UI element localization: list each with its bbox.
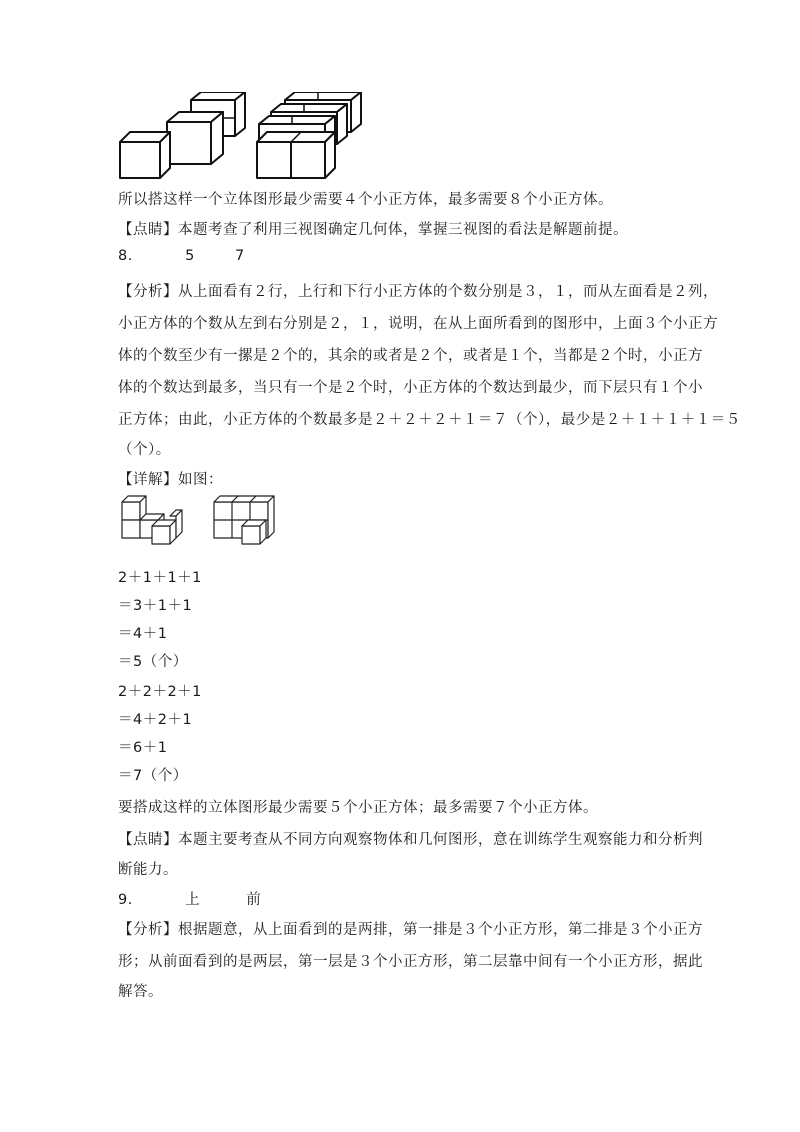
q8-analysis-line: 正方体；由此，小正方体的个数最多是２＋２＋２＋１＝７（个），最少是２＋１＋１＋１＝５ [118, 412, 741, 428]
cube-group-min [122, 496, 182, 544]
q8-analysis-line: （个）。 [118, 442, 171, 458]
q8-calc-line: ＝6＋1 [118, 740, 168, 756]
q9-analysis-line: 形；从前面看到的是两层，第一层是３个小正方形，第二层靠中间有一个小正方形，据此 [118, 954, 703, 970]
q8-calc-line: ＝7（个） [118, 768, 188, 784]
q9-number: 9. [118, 892, 133, 908]
cube-group-max [214, 496, 274, 544]
q8-calc-line: ＝4＋1 [118, 626, 168, 642]
cube-figure-detail [118, 492, 288, 548]
q9-answer-2: 前 [246, 892, 262, 908]
cube-figure-min-max [115, 92, 365, 182]
q8-comment-line: 【点睛】本题主要考查从不同方向观察物体和几何图形，意在训练学生观察能力和分析判 [118, 832, 703, 848]
q8-header [118, 248, 245, 264]
q8-answer-1: 5 [185, 248, 195, 264]
q8-analysis-line: 体的个数至少有一摞是２个的，其余的或者是２个，或者是１个，当都是２个时，小正方 [118, 348, 703, 364]
q8-calc-line: ＝3＋1＋1 [118, 598, 193, 614]
q8-answer-2: 7 [235, 248, 245, 264]
q8-calc-line: 2＋1＋1＋1 [118, 570, 202, 586]
q8-analysis-line: 【分析】从上面看有２行，上行和下行小正方体的个数分别是３，１，而从左面看是２列， [118, 284, 718, 300]
q9-analysis-line: 解答。 [118, 984, 163, 1000]
q8-calc-line: ＝5（个） [118, 654, 188, 670]
cube-arrangement-max [257, 92, 361, 178]
q9-header [118, 888, 261, 909]
q8-analysis-line: 体的个数达到最多，当只有一个是２个时，小正方体的个数达到最少，而下层只有１个小 [118, 380, 703, 396]
q9-analysis-line: 【分析】根据题意，从上面看到的是两排，第一排是３个小正方形，第二排是３个小正方 [118, 922, 703, 938]
q8-detail-label: 【详解】如图： [118, 472, 223, 488]
q8-analysis-line: 小正方体的个数从左到右分别是２，１，说明，在从上面所看到的图形中，上面３个小正方 [118, 316, 718, 332]
q8-conclusion: 要搭成这样的立体图形最少需要５个小正方体；最多需要７个小正方体。 [118, 800, 598, 816]
q8-calc-line: ＝4＋2＋1 [118, 712, 193, 728]
q9-answer-1: 上 [185, 892, 201, 908]
q8-calc-line: 2＋2＋2＋1 [118, 684, 202, 700]
q8-number: 8. [118, 248, 133, 264]
q8-comment-line: 断能力。 [118, 862, 178, 878]
q7-conclusion: 所以搭这样一个立体图形最少需要４个小正方体，最多需要８个小正方体。 [118, 192, 613, 208]
cube-arrangement-min [120, 92, 245, 178]
q7-comment: 【点睛】本题考查了利用三视图确定几何体，掌握三视图的看法是解题前提。 [118, 222, 628, 238]
